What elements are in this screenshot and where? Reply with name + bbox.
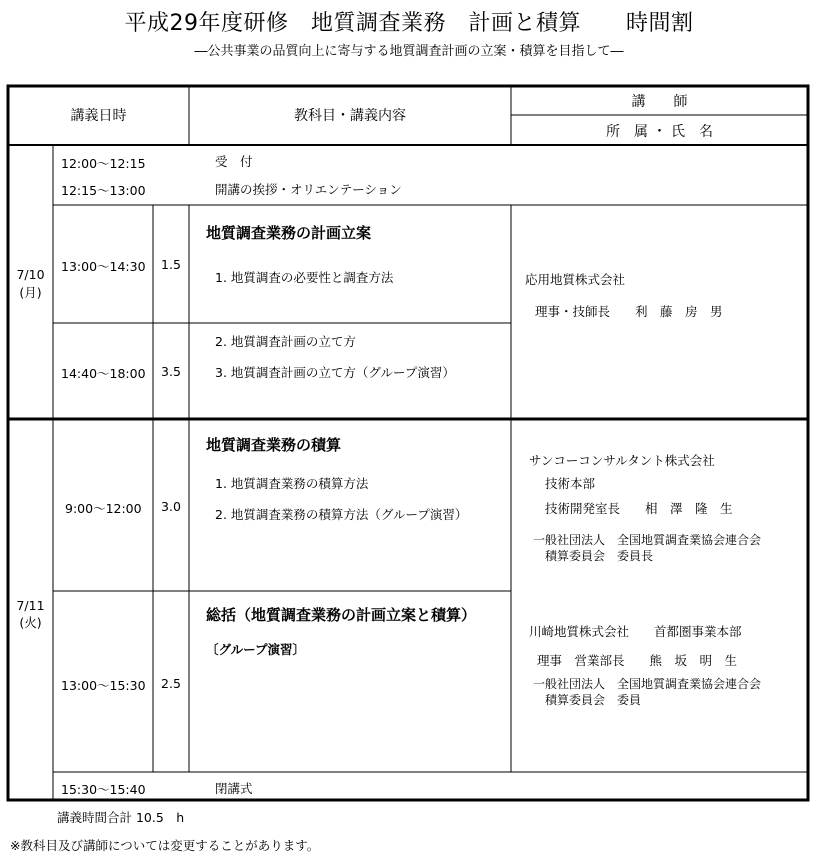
page-subtitle: ―公共事業の品質向上に寄与する地質調査計画の立案・積算を目指して―: [194, 44, 624, 59]
day1-block2-hours: 3.5: [161, 364, 181, 379]
day2-date: 7/11: [16, 598, 45, 613]
day2-block2-time: 13:00～15:30: [61, 678, 146, 693]
day2-weekday: (火): [19, 615, 42, 630]
day2-block1-item1: 1. 地質調査業務の積算方法: [215, 476, 369, 491]
day1-row1-time: 12:00～12:15: [61, 156, 146, 171]
day1-row1-content: 受 付: [215, 154, 253, 169]
day2-block2-lecturer-role: 積算委員会 委員: [545, 693, 642, 707]
day2-block1-lecturer-company: サンコーコンサルタント株式会社: [529, 453, 715, 468]
page-title: 平成29年度研修 地質調査業務 計画と積算 時間割: [124, 11, 694, 36]
total-hours: 講義時間合計 10.5 h: [57, 810, 185, 825]
day2-block1-time: 9:00～12:00: [65, 501, 142, 516]
day2-closing-time: 15:30～15:40: [61, 782, 146, 797]
header-subject: 教科目・講義内容: [294, 108, 406, 124]
day2-block1-title: 地質調査業務の積算: [206, 436, 342, 454]
day1-block1-title: 地質調査業務の計画立案: [206, 224, 372, 242]
header-lecturer: 講 師: [631, 94, 688, 110]
day2-block2-lecturer-assoc: 一般社団法人 全国地質調査業協会連合会: [533, 677, 762, 691]
day1-lecturer-company: 応用地質株式会社: [525, 272, 626, 287]
header-affiliation: 所 属 ・ 氏 名: [606, 124, 713, 140]
day1-block2-item2: 2. 地質調査計画の立て方: [215, 334, 356, 349]
day2-block2-lecturer-company: 川崎地質株式会社 首都圏事業本部: [529, 624, 742, 639]
day2-block1-hours: 3.0: [161, 499, 181, 514]
day2-block2-hours: 2.5: [161, 676, 181, 691]
day2-block2-lecturer-name: 理事 営業部長 熊 坂 明 生: [537, 653, 738, 668]
day2-block1-lecturer-name: 技術開発室長 相 澤 隆 生: [545, 501, 733, 516]
footnote: ※教科目及び講師については変更することがあります。: [10, 838, 320, 853]
day1-block2-item3: 3. 地質調査計画の立て方（グループ演習）: [215, 365, 455, 380]
day1-block1-item1: 1. 地質調査の必要性と調査方法: [215, 270, 394, 285]
day1-block2-time: 14:40～18:00: [61, 366, 146, 381]
day2-block1-lecturer-role: 積算委員会 委員長: [545, 549, 654, 563]
day2-block2-title: 総括（地質調査業務の計画立案と積算）: [206, 606, 477, 624]
day2-block2-sub: 〔グループ演習〕: [206, 642, 306, 657]
day1-block1-time: 13:00～14:30: [61, 259, 146, 274]
header-datetime: 講義日時: [70, 108, 127, 124]
day1-date: 7/10: [16, 267, 45, 282]
day1-row2-time: 12:15～13:00: [61, 183, 146, 198]
day1-block1-hours: 1.5: [161, 257, 181, 272]
day1-lecturer-name: 理事・技師長 利 藤 房 男: [535, 304, 723, 319]
day2-closing-content: 閉講式: [215, 781, 253, 796]
day2-block1-item2: 2. 地質調査業務の積算方法（グループ演習）: [215, 507, 468, 522]
day2-block1-lecturer-assoc: 一般社団法人 全国地質調査業協会連合会: [533, 533, 762, 547]
day1-row2-content: 開講の挨拶・オリエンテーション: [215, 182, 402, 197]
day1-weekday: (月): [19, 285, 42, 300]
day2-block1-lecturer-dept: 技術本部: [545, 476, 596, 491]
